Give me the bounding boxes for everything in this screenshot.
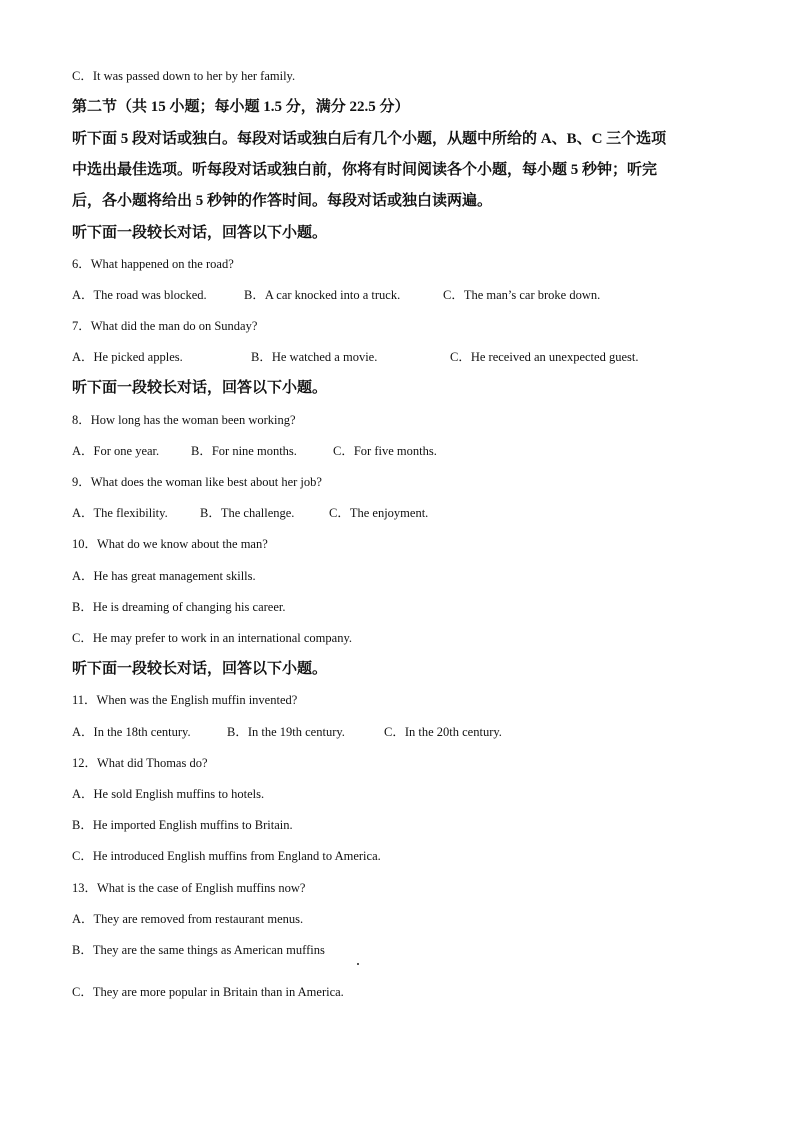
question-8-option-b: B．For nine months. — [191, 444, 297, 458]
question-12-option-b: B．He imported English muffins to Britain. — [72, 818, 293, 832]
sub-instruction-1: 听下面一段较长对话，回答以下小题。 — [72, 225, 328, 241]
question-10-option-a: A．He has great management skills. — [72, 569, 256, 583]
question-6-option-b: B．A car knocked into a truck. — [244, 288, 401, 302]
instruction-line-2: 中选出最佳选项。听每段对话或独白前，你将有时间阅读各个小题，每小题 5 秒钟；听完 — [72, 162, 658, 178]
question-7-option-b: B．He watched a movie. — [251, 350, 378, 364]
question-11-stem: 11．When was the English muffin invented? — [72, 693, 298, 707]
question-8-option-a: A．For one year. — [72, 444, 160, 458]
question-7-options — [72, 351, 638, 364]
question-13-option-c: C．They are more popular in Britain than in America. — [72, 985, 344, 999]
question-8-options — [72, 445, 437, 458]
question-11-option-b: B．In the 19th century. — [227, 725, 345, 739]
instruction-line-3: 后，各小题将给出 5 秒钟的作答时间。每段对话或独白读两遍。 — [72, 193, 493, 209]
question-6-option-a: A．The road was blocked. — [72, 288, 207, 302]
question-7-option-a: A．He picked apples. — [72, 350, 183, 364]
question-13-option-a: A．They are removed from restaurant menus. — [72, 912, 304, 926]
question-13-stem: 13．What is the case of English muffins now? — [72, 881, 306, 895]
question-11-options — [72, 726, 502, 739]
question-8-option-c: C．For five months. — [333, 444, 437, 458]
question-12-option-a: A．He sold English muffins to hotels. — [72, 787, 265, 801]
instruction-line-1: 听下面 5 段对话或独白。每段对话或独白后有几个小题，从题中所给的 A、B、C 三个选项 — [72, 131, 667, 147]
question-7-stem: 7．What did the man do on Sunday? — [72, 319, 258, 333]
question-9-option-b: B．The challenge. — [200, 506, 295, 520]
question-6-option-c: C．The man’s car broke down. — [443, 288, 601, 302]
question-10-option-b: B．He is dreaming of changing his career. — [72, 600, 286, 614]
sub-instruction-2: 听下面一段较长对话，回答以下小题。 — [72, 380, 328, 396]
question-9-option-c: C．The enjoyment. — [329, 506, 429, 520]
question-6-options — [72, 289, 600, 302]
question-12-stem: 12．What did Thomas do? — [72, 756, 208, 770]
question-9-options — [72, 507, 428, 520]
section-header: 第二节（共 15 小题；每小题 1.5 分，满分 22.5 分） — [72, 99, 410, 115]
question-9-option-a: A．The flexibility. — [72, 506, 168, 520]
stray-dot-mark — [357, 963, 359, 965]
question-10-option-c: C．He may prefer to work in an international company. — [72, 631, 353, 645]
question-12-option-c: C．He introduced English muffins from England to America. — [72, 849, 381, 863]
carryover-option: C．It was passed down to her by her family. — [72, 69, 296, 83]
question-6-stem: 6．What happened on the road? — [72, 257, 234, 271]
question-11-option-c: C．In the 20th century. — [384, 725, 502, 739]
question-11-option-a: A．In the 18th century. — [72, 725, 191, 739]
question-7-option-c: C．He received an unexpected guest. — [450, 350, 639, 364]
question-8-stem: 8．How long has the woman been working? — [72, 413, 296, 427]
sub-instruction-3: 听下面一段较长对话，回答以下小题。 — [72, 661, 328, 677]
question-13-option-b: B．They are the same things as American muffins — [72, 943, 325, 957]
question-10-stem: 10．What do we know about the man? — [72, 537, 268, 551]
question-9-stem: 9．What does the woman like best about her job? — [72, 475, 322, 489]
